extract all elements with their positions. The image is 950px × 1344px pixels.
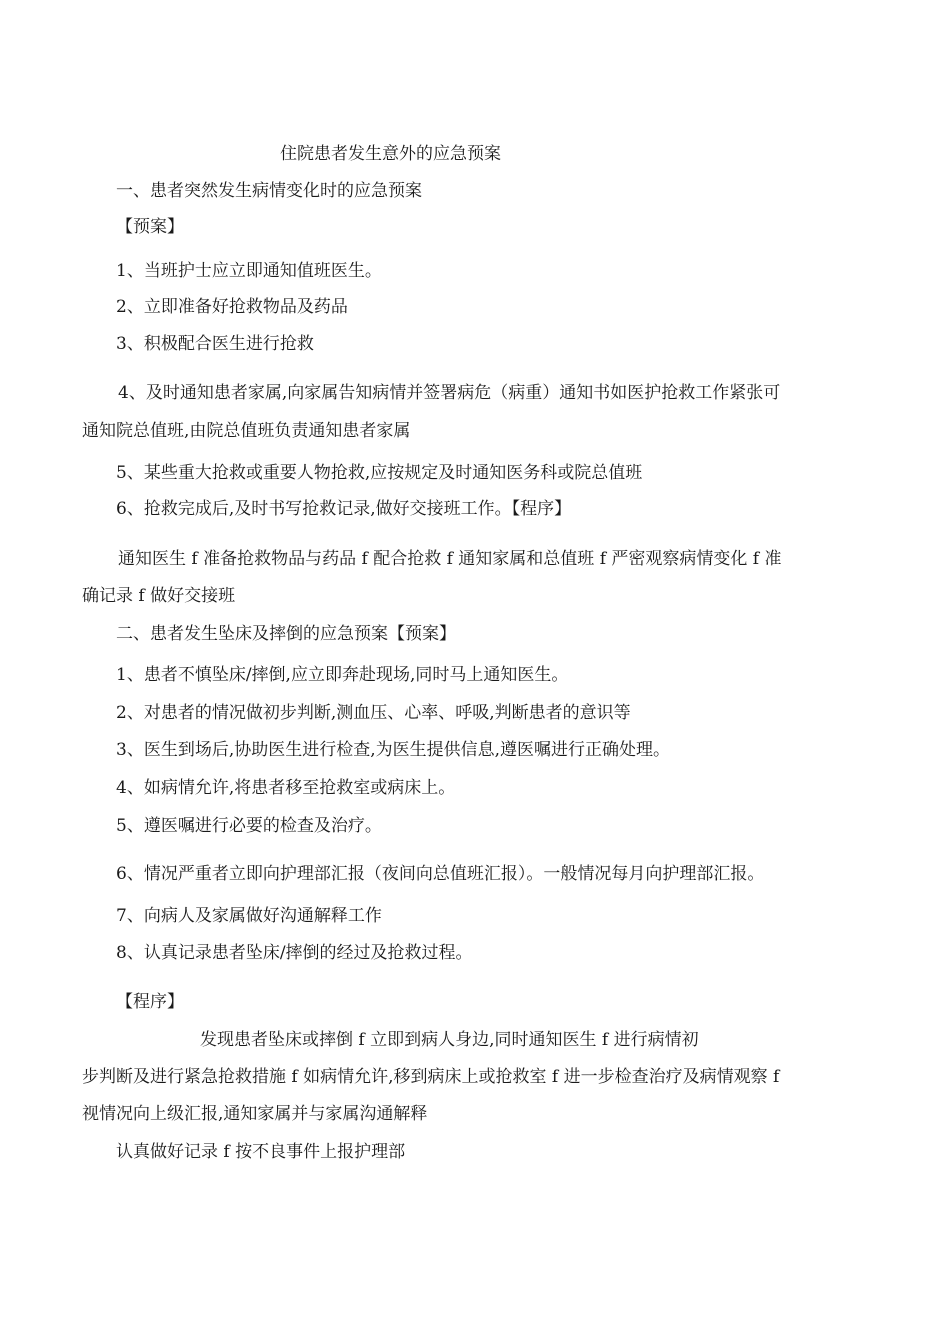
section2-item: 7、向病人及家属做好沟通解释工作 bbox=[116, 906, 382, 926]
section2-item: 2、对患者的情况做初步判断,测血压、心率、呼吸,判断患者的意识等 bbox=[116, 703, 631, 723]
section2-procedure-line: 认真做好记录 f 按不良事件上报护理部 bbox=[116, 1142, 406, 1162]
section1-item: 通知院总值班,由院总值班负责通知患者家属 bbox=[82, 421, 411, 441]
section2-item: 6、情况严重者立即向护理部汇报（夜间向总值班汇报）。一般情况每月向护理部汇报。 bbox=[116, 864, 765, 884]
section1-procedure-line: 确记录 f 做好交接班 bbox=[82, 586, 236, 606]
section1-plan-label: 【预案】 bbox=[116, 217, 184, 237]
document-title: 住院患者发生意外的应急预案 bbox=[280, 144, 501, 164]
section2-heading: 二、患者发生坠床及摔倒的应急预案【预案】 bbox=[116, 624, 456, 644]
section1-item: 6、抢救完成后,及时书写抢救记录,做好交接班工作。【程序】 bbox=[116, 499, 572, 519]
section1-item: 3、积极配合医生进行抢救 bbox=[116, 334, 314, 354]
section2-item: 1、患者不慎坠床/摔倒,应立即奔赴现场,同时马上通知医生。 bbox=[116, 665, 569, 685]
section2-procedure-line: 步判断及进行紧急抢救措施 f 如病情允许,移到病床上或抢救室 f 进一步检查治疗及病情观察 f bbox=[82, 1067, 780, 1087]
section2-item: 8、认真记录患者坠床/摔倒的经过及抢救过程。 bbox=[116, 943, 473, 963]
section1-item: 5、某些重大抢救或重要人物抢救,应按规定及时通知医务科或院总值班 bbox=[116, 463, 643, 483]
section2-item: 4、如病情允许,将患者移至抢救室或病床上。 bbox=[116, 778, 456, 798]
section2-procedure-label: 【程序】 bbox=[116, 992, 184, 1012]
section2-procedure-line: 发现患者坠床或摔倒 f 立即到病人身边,同时通知医生 f 进行病情初 bbox=[200, 1030, 699, 1050]
section2-item: 3、医生到场后,协助医生进行检查,为医生提供信息,遵医嘱进行正确处理。 bbox=[116, 740, 671, 760]
section1-item: 4、及时通知患者家属,向家属告知病情并签署病危（病重）通知书如医护抢救工作紧张可 bbox=[118, 383, 781, 403]
section1-procedure-line: 通知医生 f 准备抢救物品与药品 f 配合抢救 f 通知家属和总值班 f 严密观察病情变化 f 准 bbox=[118, 549, 782, 569]
section1-item: 1、当班护士应立即通知值班医生。 bbox=[116, 261, 382, 281]
section2-item: 5、遵医嘱进行必要的检查及治疗。 bbox=[116, 816, 382, 836]
section2-procedure-line: 视情况向上级汇报,通知家属并与家属沟通解释 bbox=[82, 1104, 428, 1124]
section1-item: 2、立即准备好抢救物品及药品 bbox=[116, 297, 348, 317]
section1-heading: 一、患者突然发生病情变化时的应急预案 bbox=[116, 181, 422, 201]
